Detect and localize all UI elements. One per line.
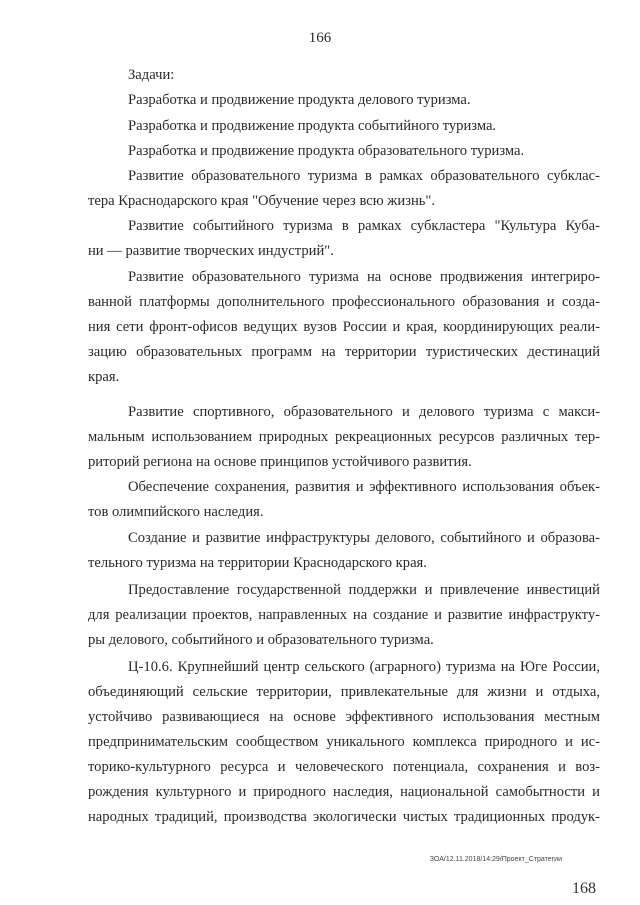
text-line: Ц-10.6. Крупнейший центр сельского (аграрного) туризма на Юге России, [128, 659, 600, 675]
text-line: Разработка и продвижение продукта образовательного туризма. [128, 143, 525, 159]
text-line: ния сети фронт-офисов ведущих вузов России и края, координирующих реали- [88, 319, 600, 335]
text-line: ры делового, событийного и образовательного туризма. [88, 632, 434, 648]
text-line: ванной платформы дополнительного профессионального образования и созда- [88, 294, 600, 310]
text-line: Разработка и продвижение продукта событийного туризма. [128, 118, 497, 134]
text-line: тов олимпийского наследия. [88, 504, 264, 520]
text-line: для реализации проектов, направленных на создание и развитие инфраструкту- [88, 607, 600, 623]
text-line: объединяющий сельские территории, привлекательные для жизни и отдыха, [88, 684, 600, 700]
text-line: устойчиво развивающиеся на основе эффективного использования местным [88, 709, 600, 725]
text-line: Создание и развитие инфраструктуры делового, событийного и образова- [128, 530, 600, 546]
text-line: риторий региона на основе принципов устойчивого развития. [88, 454, 472, 470]
text-line: мальным использованием природных рекреационных ресурсов различных тер- [88, 429, 600, 445]
text-line: Развитие спортивного, образовательного и делового туризма с макси- [128, 404, 600, 420]
text-line: предпринимательским сообществом уникального комплекса природного и ис- [88, 734, 600, 750]
text-line: тера Краснодарского края "Обучение через всю жизнь". [88, 193, 436, 209]
footer-document-code: ЗОА/12.11.2018/14:29/Проект_Стратегии [429, 856, 562, 863]
text-line: Предоставление государственной поддержки и привлечение инвестиций [128, 582, 600, 598]
bottom-page-number: 168 [572, 880, 596, 897]
text-line: края. [88, 369, 120, 385]
text-line: Разработка и продвижение продукта делового туризма. [128, 92, 471, 108]
text-line: рождения культурного и природного наследия, национальной самобытности и [88, 784, 600, 800]
text-line: зацию образовательных программ на территории туристических дестинаций [88, 344, 600, 360]
text-line: народных традиций, производства экологически чистых традиционных продук- [88, 809, 600, 825]
text-line: Обеспечение сохранения, развития и эффективного использования объек- [128, 479, 600, 495]
page-number: 166 [308, 30, 332, 46]
text-line: ни — развитие творческих индустрий". [88, 243, 334, 259]
text-line: тельного туризма на территории Краснодарского края. [88, 555, 427, 571]
text-line: торико-культурного ресурса и человеческого потенциала, сохранения и воз- [88, 759, 600, 775]
text-line: Развитие образовательного туризма на основе продвижения интегриро- [128, 269, 600, 285]
text-line: Задачи: [128, 67, 175, 83]
text-line: Развитие событийного туризма в рамках субкластера "Культура Куба- [128, 218, 600, 234]
text-line: Развитие образовательного туризма в рамках образовательного субклас- [128, 168, 600, 184]
